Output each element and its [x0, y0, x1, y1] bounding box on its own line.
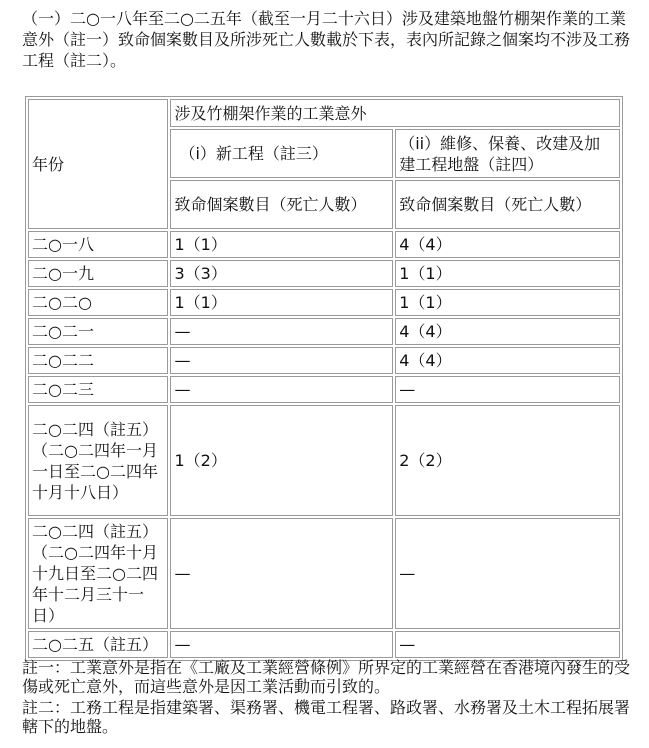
table-row: [28, 518, 620, 629]
year-header: 年份: [28, 99, 168, 229]
maintenance-cell: 1（1）: [395, 260, 620, 287]
new-works-cell: —: [170, 518, 393, 629]
table-row: [28, 260, 620, 287]
new-works-cell: 1（1）: [170, 231, 393, 258]
fatality-table: [25, 96, 623, 661]
maintenance-cell: —: [395, 631, 620, 658]
maintenance-cell: 4（4）: [395, 347, 620, 374]
maintenance-cell: —: [395, 518, 620, 629]
new-works-cell: 1（1）: [170, 289, 393, 316]
footnotes: [22, 658, 634, 738]
maintenance-cell: 4（4）: [395, 231, 620, 258]
table-row: [28, 405, 620, 516]
year-cell: 二○二一: [28, 318, 168, 345]
year-cell: 二○二○: [28, 289, 168, 316]
maintenance-cell: 1（1）: [395, 289, 620, 316]
intro-paragraph: （一）二○一八年至二○二五年（截至一月二十六日）涉及建築地盤竹棚架作業的工業意外（註一）致命個案數目及所涉死亡人數載於下表，表內所記錄之個案均不涉及工務工程（註二）。: [22, 9, 631, 70]
sub-header-new-works: 致命個案數目（死亡人數）: [170, 180, 393, 229]
maintenance-cell: —: [395, 376, 620, 403]
year-cell: 二○二四（註五）（二○二四年一月一日至二○二四年十月十八日）: [28, 405, 168, 516]
header-row-group: [28, 99, 620, 127]
table-row: [28, 376, 620, 403]
table-row: [28, 631, 620, 658]
year-cell: 二○二五（註五）: [28, 631, 168, 658]
new-works-cell: —: [170, 318, 393, 345]
footnote-1: 註一：工業意外是指在《工廠及工業經營條例》所界定的工業經營在香港境內發生的受傷或死亡意外，而這些意外是因工業活動而引致的。: [22, 658, 631, 696]
year-cell: 二○一八: [28, 231, 168, 258]
table-row: [28, 289, 620, 316]
table-row: [28, 318, 620, 345]
year-cell: 二○二二: [28, 347, 168, 374]
year-cell: 二○二四（註五）（二○二四年十月十九日至二○二四年十二月三十一日）: [28, 518, 168, 629]
table-row: [28, 347, 620, 374]
col-header-new-works: （i）新工程（註三）: [170, 129, 393, 178]
maintenance-cell: 4（4）: [395, 318, 620, 345]
new-works-cell: 1（2）: [170, 405, 393, 516]
maintenance-cell: 2（2）: [395, 405, 620, 516]
year-cell: 二○一九: [28, 260, 168, 287]
sub-header-maintenance: 致命個案數目（死亡人數）: [395, 180, 620, 229]
table-row: [28, 231, 620, 258]
new-works-cell: 3（3）: [170, 260, 393, 287]
new-works-cell: —: [170, 376, 393, 403]
col-header-maintenance: （ii）維修、保養、改建及加建工程地盤（註四）: [395, 129, 620, 178]
new-works-cell: —: [170, 347, 393, 374]
year-cell: 二○二三: [28, 376, 168, 403]
group-header: 涉及竹棚架作業的工業意外: [170, 99, 620, 127]
new-works-cell: —: [170, 631, 393, 658]
footnote-2: 註二：工務工程是指建築署、渠務署、機電工程署、路政署、水務署及土木工程拓展署轄下的地盤。: [22, 698, 631, 736]
